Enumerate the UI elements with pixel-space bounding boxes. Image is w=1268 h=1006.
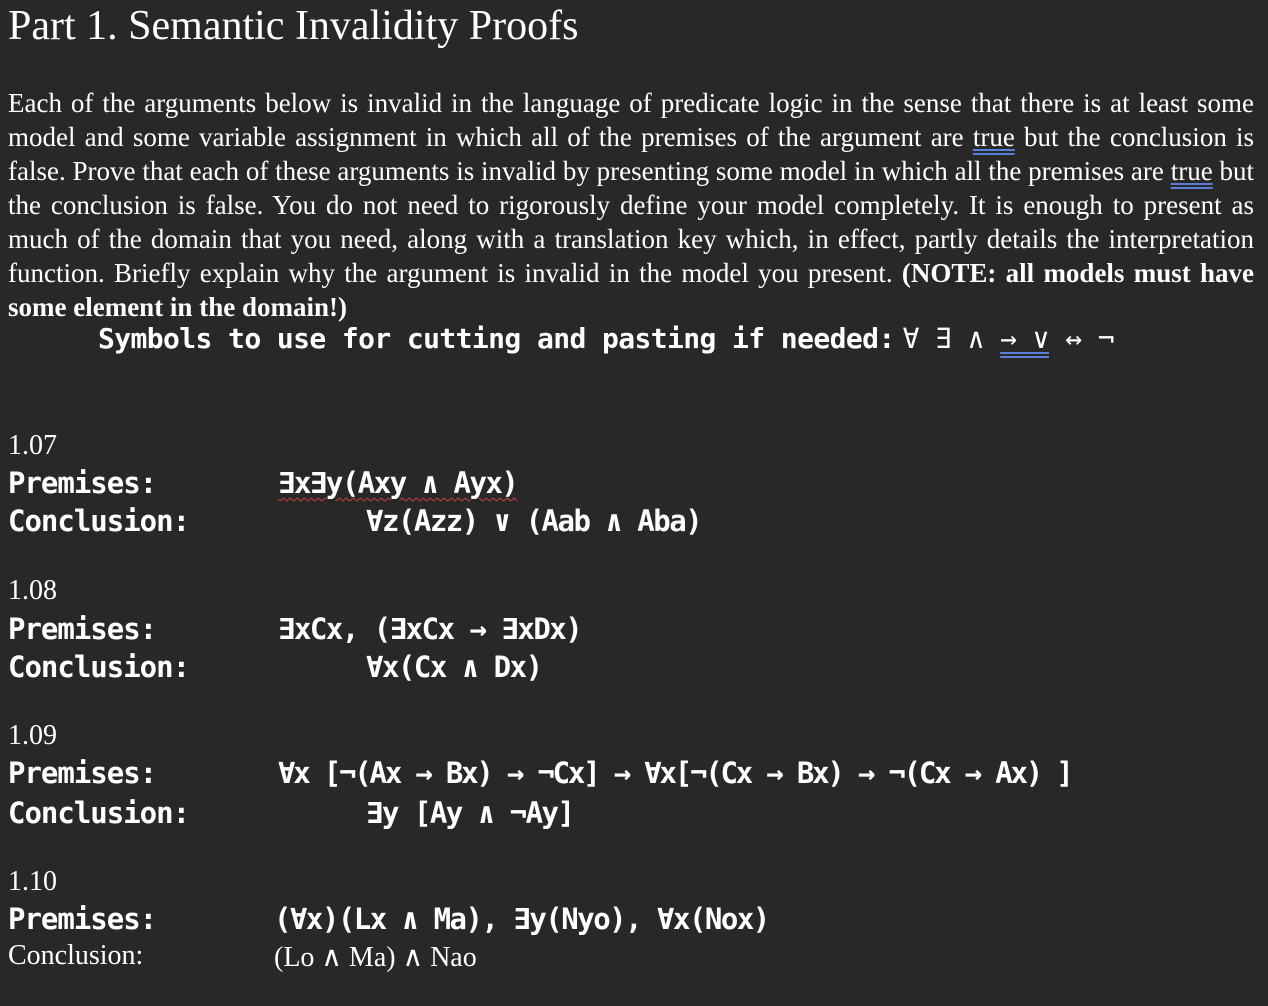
instructions-true-word-2: true <box>1170 156 1213 186</box>
symbols-list-a: ∀ ∃ ∧ <box>902 322 1001 355</box>
problem-number: 1.10 <box>8 866 57 897</box>
premises-label: Premises: <box>8 902 157 936</box>
conclusion-label: Conclusion: <box>8 504 190 538</box>
instructions-paragraph <box>8 86 1254 324</box>
instructions-note: (NOTE: all models must have some element in the domain!) <box>8 258 1254 322</box>
conclusion-formula: (Lo ∧ Ma) ∧ Nao <box>274 942 477 973</box>
premises-label: Premises: <box>8 466 157 500</box>
conclusion-formula: ∀x(Cx ∧ Dx) <box>366 650 542 684</box>
premises-formula: ∃x∃y(Axy ∧ Ayx) <box>278 466 518 500</box>
problem-number: 1.08 <box>8 575 57 606</box>
conclusion-label: Conclusion: <box>8 650 190 684</box>
symbols-list <box>903 322 1114 355</box>
symbols-line <box>98 322 1114 355</box>
symbols-label: Symbols to use for cutting and pasting if needed: <box>98 322 895 355</box>
premises-label: Premises: <box>8 756 157 790</box>
symbols-arrow: → ∨ <box>1000 322 1049 355</box>
page-title: Part 1. Semantic Invalidity Proofs <box>8 3 579 49</box>
premises-formula: (∀x)(Lx ∧ Ma), ∃y(Nyo), ∀x(Nox) <box>274 902 769 936</box>
symbols-list-b: ↔ ¬ <box>1048 322 1114 355</box>
conclusion-label: Conclusion: <box>8 796 190 830</box>
problem-1-07 <box>8 430 1258 570</box>
premises-formula: ∀x [¬(Ax → Bx) → ¬Cx] → ∀x[¬(Cx → Bx) → ¬(Cx → Ax) ] <box>278 756 1072 790</box>
problem-number: 1.09 <box>8 720 57 751</box>
conclusion-formula: ∃y [Ay ∧ ¬Ay] <box>366 796 574 830</box>
premises-label: Premises: <box>8 612 157 646</box>
problem-1-09 <box>8 720 1258 860</box>
conclusion-formula: ∀z(Azz) ∨ (Aab ∧ Aba) <box>366 504 702 538</box>
problem-1-08 <box>8 575 1258 715</box>
problem-1-10 <box>8 866 1258 1006</box>
instructions-text-3: but the conclusion is false. You do not need to rigorously define your model completely. It is enough to present as much of the domain that you need, along with a translation key which, in effect, partly details the interpretation function. Briefly explain why the argument is invalid in the model you present. <box>8 156 1254 288</box>
instructions-text-1: Each of the arguments below is invalid in the language of predicate logic in the sense that there is at least some model and some variable assignment in which all of the premises of the argument are <box>8 88 1254 152</box>
premises-formula: ∃xCx, (∃xCx → ∃xDx) <box>278 612 582 646</box>
instructions-true-word-1: true <box>972 122 1015 152</box>
instructions-text-2: but the conclusion is false. Prove that each of these arguments is invalid by presenting some model in which all the premises are <box>8 122 1254 186</box>
conclusion-label: Conclusion: <box>8 940 144 971</box>
problem-number: 1.07 <box>8 430 57 461</box>
